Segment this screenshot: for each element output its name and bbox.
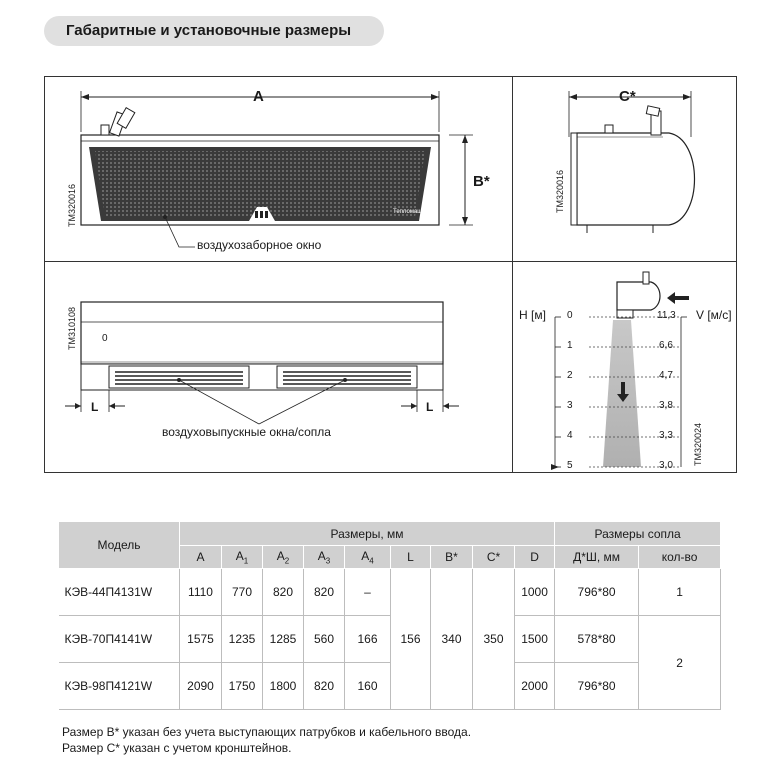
height-3: 3 <box>567 400 573 411</box>
cell-d: 1500 <box>515 616 555 663</box>
col-a3: $A_3$ <box>304 546 345 569</box>
dim-c-label: C* <box>619 88 636 105</box>
cell-a3: 820 <box>304 663 345 710</box>
page-title: Габаритные и установочные размеры <box>44 16 384 46</box>
cell-b-merged: 340 <box>431 569 473 710</box>
height-5: 5 <box>567 460 573 471</box>
brand-logo-text: Тепломаш <box>393 209 423 215</box>
cell-a2: 820 <box>263 569 304 616</box>
col-model: Модель <box>59 522 180 569</box>
bottom-drawing-code: TM310108 <box>67 306 77 350</box>
cell-qty-merged: 2 <box>639 616 721 710</box>
speed-1: 6,6 <box>659 340 673 351</box>
bottom-view-drawing <box>45 262 514 474</box>
cell-a1: 770 <box>222 569 263 616</box>
speed-2: 4,7 <box>659 370 673 381</box>
cell-c-merged: 350 <box>473 569 515 710</box>
cell-d: 1000 <box>515 569 555 616</box>
cell-d: 2000 <box>515 663 555 710</box>
spec-table <box>58 521 721 710</box>
table-row <box>59 569 721 616</box>
cell-l-merged: 156 <box>391 569 431 710</box>
height-2: 2 <box>567 370 573 381</box>
dim-a-label: A <box>253 88 264 105</box>
bottom-view-panel <box>44 261 513 473</box>
col-a4: $A_4$ <box>345 546 391 569</box>
height-4: 4 <box>567 430 573 441</box>
side-view-panel <box>512 76 737 262</box>
intake-label: воздухозаборное окно <box>197 238 322 252</box>
cell-qty: 1 <box>639 569 721 616</box>
cell-a: 1575 <box>180 616 222 663</box>
model-cell: КЭВ-44П4131W <box>59 569 180 616</box>
col-l: L <box>391 546 431 569</box>
cell-a2: 1800 <box>263 663 304 710</box>
front-drawing-code: TM320016 <box>67 183 77 227</box>
zero-mark: 0 <box>102 333 108 344</box>
height-1: 1 <box>567 340 573 351</box>
velocity-axis-label: V [м/с] <box>696 308 732 322</box>
speed-0: 11,3 <box>657 310 676 321</box>
cell-a4: – <box>345 569 391 616</box>
cell-a4: 166 <box>345 616 391 663</box>
cell-dw: 796*80 <box>555 569 639 616</box>
col-d: D <box>515 546 555 569</box>
cell-a1: 1235 <box>222 616 263 663</box>
velocity-drawing-code: TM320024 <box>693 422 703 466</box>
cell-a: 1110 <box>180 569 222 616</box>
dim-l-right-label: L <box>426 400 434 414</box>
cell-a4: 160 <box>345 663 391 710</box>
table-row <box>59 663 721 710</box>
cell-a2: 1285 <box>263 616 304 663</box>
footnotes <box>62 724 471 756</box>
velocity-drawing <box>513 262 738 474</box>
col-a1: $A_1$ <box>222 546 263 569</box>
speed-4: 3,3 <box>659 430 673 441</box>
group-nozzle: Размеры сопла <box>555 522 721 546</box>
col-a2: $A_2$ <box>263 546 304 569</box>
speed-5: 3,0 <box>659 460 673 471</box>
cell-a3: 560 <box>304 616 345 663</box>
col-a: A <box>180 546 222 569</box>
speed-3: 3,8 <box>659 400 673 411</box>
model-cell: КЭВ-70П4141W <box>59 616 180 663</box>
dim-b-label: B* <box>473 173 490 190</box>
side-drawing-code: TM320016 <box>555 169 565 213</box>
cell-a1: 1750 <box>222 663 263 710</box>
cell-a: 2090 <box>180 663 222 710</box>
height-0: 0 <box>567 310 573 321</box>
dim-l-left-label: L <box>91 400 99 414</box>
group-dimensions: Размеры, мм <box>180 522 555 546</box>
col-b: B* <box>431 546 473 569</box>
table-row <box>59 616 721 663</box>
front-view-panel <box>44 76 513 262</box>
cell-a3: 820 <box>304 569 345 616</box>
cell-dw: 796*80 <box>555 663 639 710</box>
model-cell: КЭВ-98П4121W <box>59 663 180 710</box>
cell-dw: 578*80 <box>555 616 639 663</box>
height-axis-label: H [м] <box>519 308 546 322</box>
footnote-c: Размер С* указан с учетом кронштейнов. <box>62 741 292 755</box>
col-dw: Д*Ш, мм <box>555 546 639 569</box>
velocity-panel <box>512 261 737 473</box>
front-view-drawing <box>45 77 514 263</box>
col-qty: кол-во <box>639 546 721 569</box>
outlet-label: воздуховыпускные окна/сопла <box>162 425 331 439</box>
footnote-b: Размер В* указан без учета выступающих патрубков и кабельного ввода. <box>62 725 472 739</box>
col-c: C* <box>473 546 515 569</box>
